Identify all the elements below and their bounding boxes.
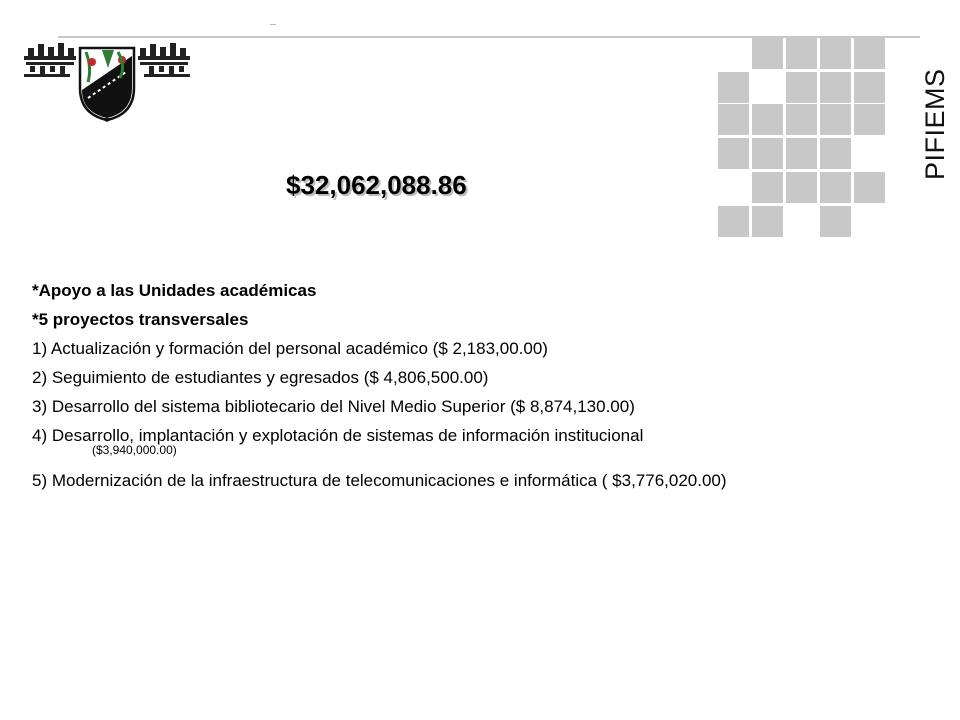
grid-tile [820,172,851,203]
grid-tile [718,104,749,135]
grid-tile [752,138,783,169]
project-item-1: 1) Actualización y formación del personal académico ($ 2,183,00.00) [32,339,548,358]
project-item-2: 2) Seguimiento de estudiantes y egresados ($ 4,806,500.00) [32,368,489,387]
grid-tile [786,138,817,169]
project-item-4: 4) Desarrollo, implantación y explotación de sistemas de información institucional [32,426,644,445]
project-item-4-amount: ($3,940,000.00) [92,443,177,457]
grid-tile [752,38,783,69]
line-academic-units: *Apoyo a las Unidades académicas [32,281,317,300]
university-crest-icon [22,38,192,122]
grid-tile [820,206,851,237]
grid-tile [718,72,749,103]
grid-tile [854,38,885,69]
title-placeholder-mark [270,24,276,25]
project-item-5: 5) Modernización de la infraestructura de telecomunicaciones e informática ( $3,776,020.00) [32,471,727,490]
project-item-3: 3) Desarrollo del sistema bibliotecario del Nivel Medio Superior ($ 8,874,130.00) [32,397,635,416]
grid-tile [752,206,783,237]
grid-tile [752,172,783,203]
grid-tile [718,138,749,169]
grid-tile [820,72,851,103]
project-list [32,276,932,495]
grid-tile [820,104,851,135]
grid-tile [820,38,851,69]
grid-tile [786,172,817,203]
grid-tile [752,104,783,135]
brand-label: PIFIEMS [920,68,950,180]
grid-tile [786,104,817,135]
grid-tile [854,72,885,103]
grid-tile [854,104,885,135]
total-amount: $32,062,088.86 [286,170,467,200]
grid-tile [820,138,851,169]
grid-tile [786,38,817,69]
grid-tile [718,206,749,237]
grid-tile [786,72,817,103]
line-transversal-projects: *5 proyectos transversales [32,310,249,329]
grid-tile [854,172,885,203]
